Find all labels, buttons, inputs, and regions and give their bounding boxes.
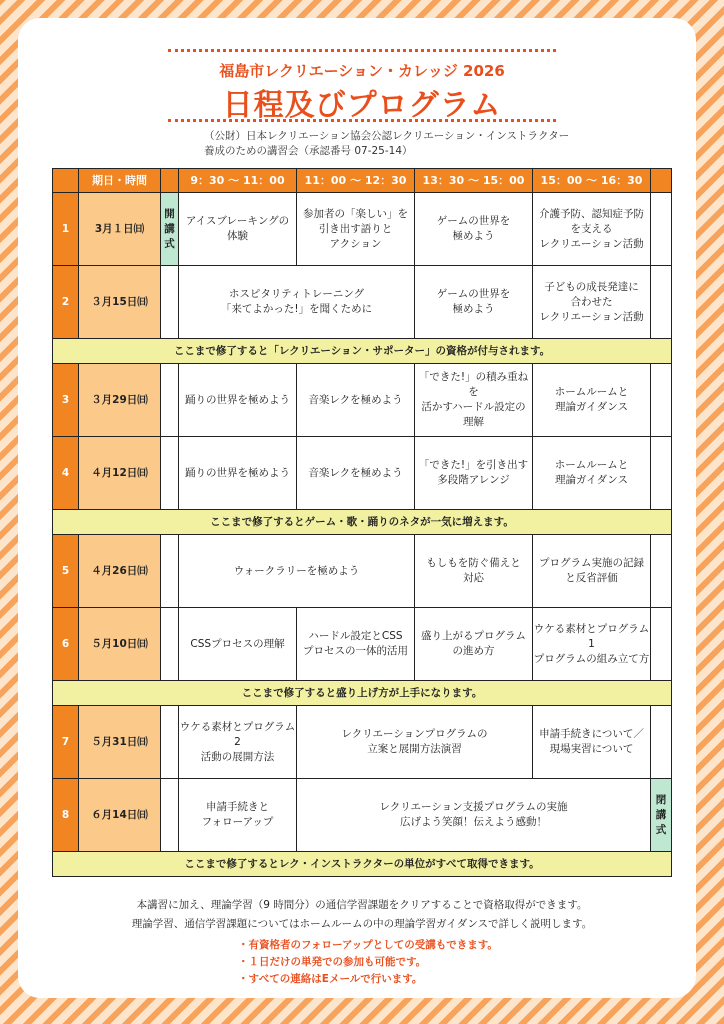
program-cell: CSSプロセスの理解 (179, 608, 297, 681)
blank-cell (651, 266, 672, 339)
header-num (53, 169, 79, 193)
session-date: ３月29日㈰ (79, 364, 161, 437)
program-cell: ハードル設定とCSS プロセスの一体的活用 (297, 608, 415, 681)
session-number: 1 (53, 193, 79, 266)
top-dotted-rule (168, 49, 556, 52)
session-number: 4 (53, 437, 79, 510)
table-row (53, 706, 672, 779)
page-title: 日程及びプログラム (222, 88, 502, 123)
header-closing (651, 169, 672, 193)
program-cell: 踊りの世界を極めよう (179, 437, 297, 510)
session-date: ５月10日㈰ (79, 608, 161, 681)
program-cell: 「できた!」の積み重ねを 活かすハードル設定の 理解 (415, 364, 533, 437)
milestone-note: ここまで修了するとゲーム・歌・踊りのネタが一気に増えます。 (53, 510, 672, 535)
milestone-note: ここまで修了するとレク・インストラクターの単位がすべて取得できます。 (53, 852, 672, 877)
header-period-4: 15：00 ～ 16：30 (533, 169, 651, 193)
program-cell: ウケる素材とプログラム2 活動の展開方法 (179, 706, 297, 779)
blank-cell (161, 266, 179, 339)
blank-cell (161, 364, 179, 437)
footer-line-1: 本講習に加え、理論学習（9 時間分）の通信学習課題をクリアすることで資格取得ができます。 (136, 899, 588, 911)
program-cell: 参加者の「楽しい」を 引き出す語りと アクション (297, 193, 415, 266)
page-subtitle: 福島市レクリエーション・カレッジ 2026 (219, 62, 505, 80)
organizer-line-1: （公財）日本レクリエーション協会公認レクリエーション・インストラクター (204, 130, 570, 142)
table-row (53, 193, 672, 266)
bullet-item: ・１日だけの単発での参加も可能です。 (238, 956, 427, 968)
session-number: 3 (53, 364, 79, 437)
blank-cell (161, 535, 179, 608)
milestone-row (53, 339, 672, 364)
closing-ceremony (651, 779, 672, 852)
program-cell: 音楽レクを極めよう (297, 437, 415, 510)
program-cell: レクリエーションプログラムの 立案と展開方法演習 (297, 706, 533, 779)
blank-cell (651, 608, 672, 681)
program-cell: ウォークラリーを極めよう (179, 535, 415, 608)
blank-cell (161, 608, 179, 681)
bottom-dotted-rule (168, 119, 556, 122)
table-row (53, 364, 672, 437)
blank-cell (651, 535, 672, 608)
footer-line-2: 理論学習、通信学習課題についてはホームルームの中の理論学習ガイダンスで詳しく説明します。 (131, 918, 593, 930)
program-cell: ゲームの世界を 極めよう (415, 193, 533, 266)
bullet-item: ・有資格者のフォローアップとしての受講もできます。 (238, 939, 498, 951)
session-date: ３月15日㈰ (79, 266, 161, 339)
bullet-item: ・すべての連絡はEメールで行います。 (238, 973, 423, 985)
header-period-1: 9：30 ～ 11：00 (179, 169, 297, 193)
program-cell: 申請手続きと フォローアップ (179, 779, 297, 852)
footer-notes (0, 896, 724, 934)
session-number: 2 (53, 266, 79, 339)
table-row (53, 608, 672, 681)
program-cell: ウケる素材とプログラム1 プログラムの組み立て方 (533, 608, 651, 681)
table-header-row (53, 169, 672, 193)
blank-cell (161, 437, 179, 510)
program-cell: ホームルームと 理論ガイダンス (533, 437, 651, 510)
program-cell: ゲームの世界を 極めよう (415, 266, 533, 339)
program-cell: 踊りの世界を極めよう (179, 364, 297, 437)
opening-ceremony (161, 193, 179, 266)
program-cell: 盛り上がるプログラム の進め方 (415, 608, 533, 681)
footer-bullets (238, 937, 498, 988)
schedule-table (52, 168, 672, 877)
table-row (53, 779, 672, 852)
session-date: ６月14日㈰ (79, 779, 161, 852)
closing-ceremony-label: 閉 講 式 (655, 793, 667, 836)
program-cell: もしもを防ぐ備えと 対応 (415, 535, 533, 608)
blank-cell (651, 706, 672, 779)
header-period-2: 11：00 ～ 12：30 (297, 169, 415, 193)
session-number: 5 (53, 535, 79, 608)
session-number: 6 (53, 608, 79, 681)
opening-ceremony-label: 開 講 式 (164, 207, 175, 250)
program-cell: ホームルームと 理論ガイダンス (533, 364, 651, 437)
blank-cell (651, 364, 672, 437)
session-date: ４月26日㈰ (79, 535, 161, 608)
table-row (53, 437, 672, 510)
header-date: 期日・時間 (79, 169, 161, 193)
session-date: 3月１日㈰ (79, 193, 161, 266)
header-ceremony (161, 169, 179, 193)
organizer-info (204, 129, 569, 159)
program-cell: レクリエーション支援プログラムの実施 広げよう笑顔！伝えよう感動！ (297, 779, 651, 852)
blank-cell (161, 706, 179, 779)
milestone-note: ここまで修了すると盛り上げ方が上手になります。 (53, 681, 672, 706)
program-cell: 申請手続きについて／ 現場実習について (533, 706, 651, 779)
table-row (53, 535, 672, 608)
program-cell: 介護予防、認知症予防 を支える レクリエーション活動 (533, 193, 651, 266)
program-cell: プログラム実施の記録 と反省評価 (533, 535, 651, 608)
blank-cell (651, 437, 672, 510)
session-number: 7 (53, 706, 79, 779)
blank-cell (161, 779, 179, 852)
program-cell: 子どもの成長発達に 合わせた レクリエーション活動 (533, 266, 651, 339)
organizer-line-2: 養成のための講習会（承認番号 07-25-14） (204, 145, 413, 157)
program-cell: 音楽レクを極めよう (297, 364, 415, 437)
table-row (53, 266, 672, 339)
header-period-3: 13：30 ～ 15：00 (415, 169, 533, 193)
session-date: ５月31日㈰ (79, 706, 161, 779)
program-cell: アイスブレーキングの 体験 (179, 193, 297, 266)
milestone-row (53, 681, 672, 706)
milestone-row (53, 510, 672, 535)
milestone-note: ここまで修了すると「レクリエーション・サポーター」の資格が付与されます。 (53, 339, 672, 364)
session-date: ４月12日㈰ (79, 437, 161, 510)
blank-cell (651, 193, 672, 266)
program-cell: ホスピタリティトレーニング 「来てよかった!」を聞くために (179, 266, 415, 339)
program-cell: 「できた!」を引き出す 多段階アレンジ (415, 437, 533, 510)
session-number: 8 (53, 779, 79, 852)
milestone-row (53, 852, 672, 877)
